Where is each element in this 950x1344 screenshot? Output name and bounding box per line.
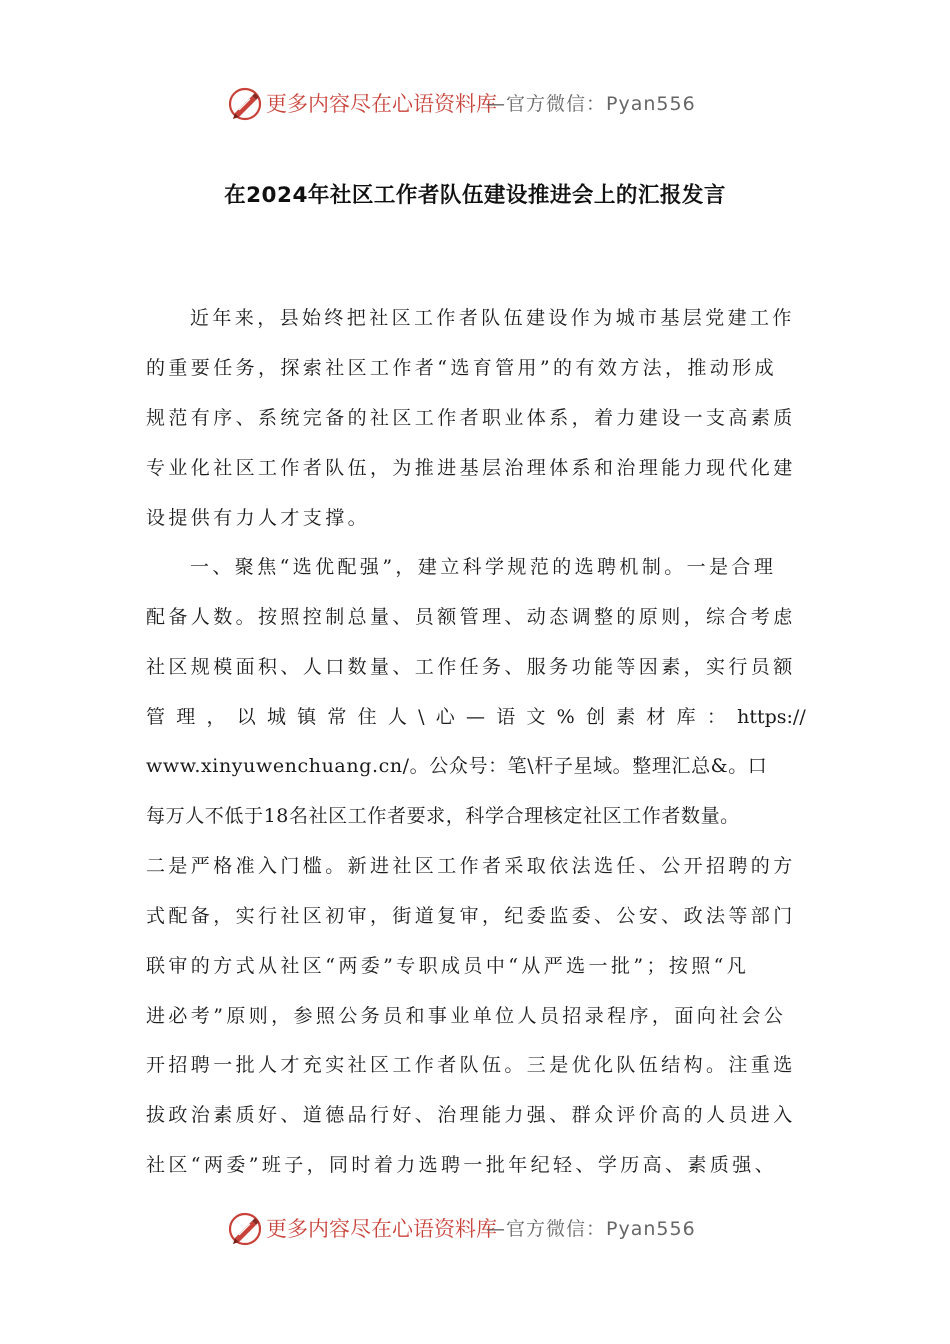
watermark-contact-text: —官方微信：Pyan556 xyxy=(486,93,696,115)
watermark-brand-text: 更多内容尽在心语资料库 xyxy=(266,1217,497,1241)
justified-char: 人 xyxy=(387,706,407,728)
text-line: 专业化社区工作者队伍，为推进基层治理体系和治理能力现代化建 xyxy=(146,457,796,479)
text-line: 每万人不低于18名社区工作者要求，科学合理核定社区工作者数量。 xyxy=(146,805,740,827)
text-line-justified xyxy=(146,702,806,732)
document-title: 在2024年社区工作者队伍建设推进会上的汇报发言 xyxy=(224,183,726,208)
justified-char: 住 xyxy=(357,706,377,728)
text-line: 配备人数。按照控制总量、员额管理、动态调整的原则，综合考虑 xyxy=(146,606,796,628)
justified-char: https:// xyxy=(737,706,806,728)
justified-char: 常 xyxy=(327,706,347,728)
justified-char: ： xyxy=(706,706,726,728)
justified-char: 管 xyxy=(146,706,166,728)
justified-char: \ xyxy=(418,706,425,728)
text-line: 规范有序、系统完备的社区工作者职业体系，着力建设一支高素质 xyxy=(146,407,796,429)
footer-watermark xyxy=(0,1207,950,1251)
justified-char: 城 xyxy=(266,706,286,728)
pen-nib-logo-icon xyxy=(227,86,263,122)
text-line: 式配备，实行社区初审，街道复审，纪委监委、公安、政法等部门 xyxy=(146,905,796,927)
justified-char: 材 xyxy=(646,706,666,728)
justified-char: ， xyxy=(206,706,226,728)
justified-char: 镇 xyxy=(297,706,317,728)
text-line: 近年来，县始终把社区工作者队伍建设作为城市基层党建工作 xyxy=(190,307,795,329)
justified-char: 创 xyxy=(585,706,605,728)
text-line: 开招聘一批人才充实社区工作者队伍。三是优化队伍结构。注重选 xyxy=(146,1054,796,1076)
text-line: 设提供有力人才支撑。 xyxy=(146,507,371,529)
justified-char: 素 xyxy=(616,706,636,728)
text-line: 二是严格准入门槛。新进社区工作者采取依法选任、公开招聘的方 xyxy=(146,855,796,877)
justified-char: — xyxy=(465,706,485,728)
header-watermark xyxy=(0,82,950,126)
text-line: 的重要任务，探索社区工作者“选育管用”的有效方法，推动形成 xyxy=(146,357,778,379)
watermark-brand-text: 更多内容尽在心语资料库 xyxy=(266,92,497,116)
justified-char: 语 xyxy=(496,706,516,728)
pen-nib-logo-icon xyxy=(227,1211,263,1247)
justified-char: 文 xyxy=(526,706,546,728)
text-line: 社区规模面积、人口数量、工作任务、服务功能等因素，实行员额 xyxy=(146,656,796,678)
text-line: 拔政治素质好、道德品行好、治理能力强、群众评价高的人员进入 xyxy=(146,1104,796,1126)
text-line: 联审的方式从社区“两委”专职成员中“从严选一批”；按照“凡 xyxy=(146,955,750,977)
justified-char: % xyxy=(556,706,575,728)
justified-char: 以 xyxy=(236,706,256,728)
text-line: 社区“两委”班子，同时着力选聘一批年纪轻、学历高、素质强、 xyxy=(146,1154,778,1176)
justified-char: 心 xyxy=(435,706,455,728)
text-line: 一、聚焦“选优配强”，建立科学规范的选聘机制。一是合理 xyxy=(190,556,777,578)
text-line: www.xinyuwenchuang.cn/。公众号：笔\杆子星域。整理汇总&。口 xyxy=(146,755,768,777)
justified-char: 理 xyxy=(176,706,196,728)
text-line: 进必考”原则，参照公务员和事业单位人员招录程序，面向社会公 xyxy=(146,1005,787,1027)
justified-char: 库 xyxy=(676,706,696,728)
watermark-contact-text: —官方微信：Pyan556 xyxy=(486,1218,696,1240)
